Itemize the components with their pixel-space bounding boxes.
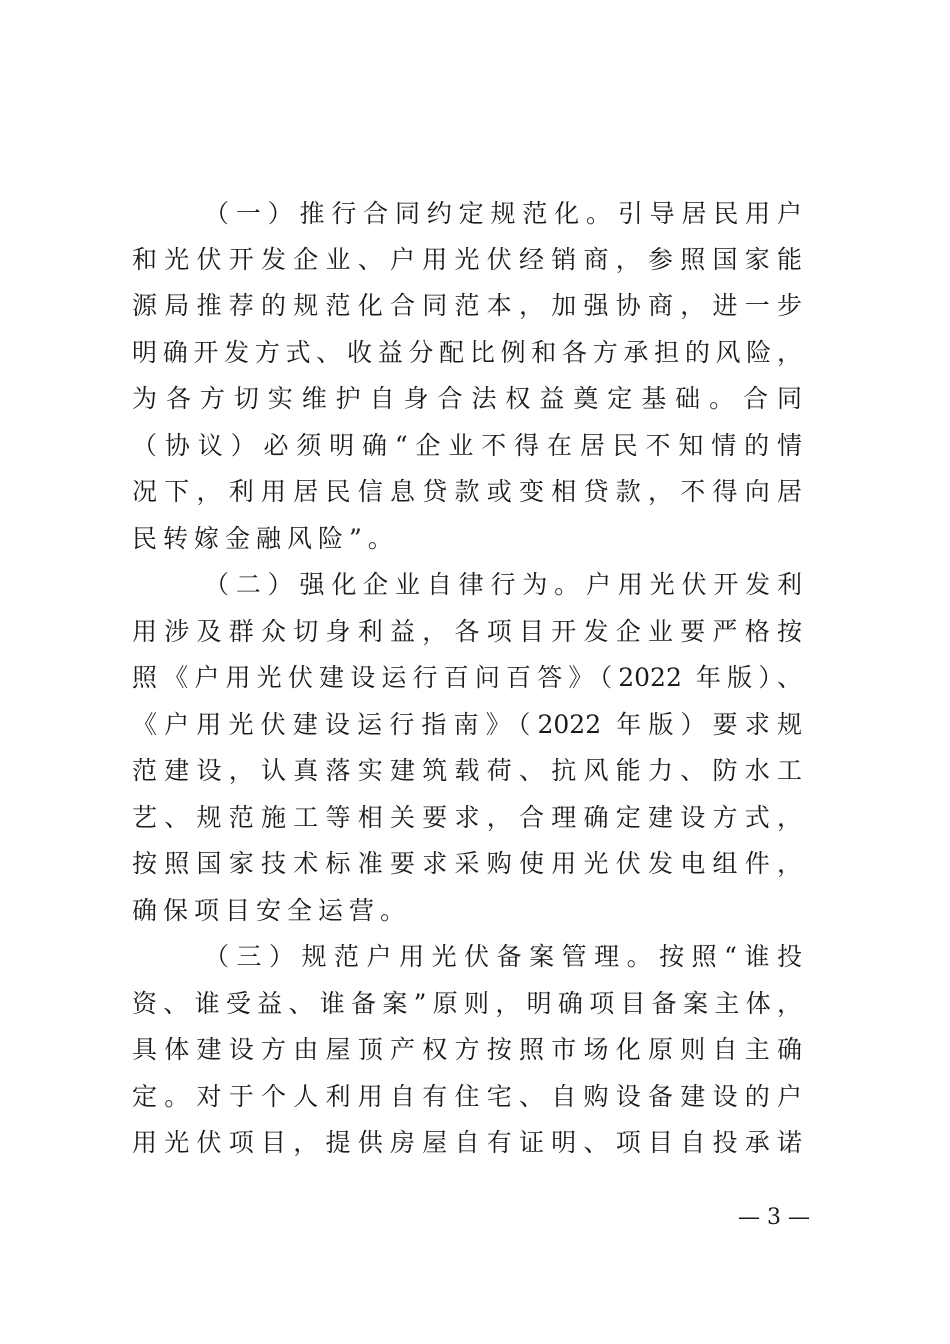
paragraph-3-line-2: 资、谁受益、谁备案”原则，明确项目备案主体， [132, 989, 802, 1018]
paragraph-2-line-4: 《户用光伏建设运行指南》（2022 年版）要求规 [132, 710, 802, 739]
paragraph-2-line-5: 范建设，认真落实建筑载荷、抗风能力、防水工 [132, 756, 802, 785]
paragraph-1-line-6: （协议）必须明确“企业不得在居民不知情的情 [132, 431, 802, 460]
paragraph-2-line-3: 照《户用光伏建设运行百问百答》（2022 年版）、 [132, 663, 802, 692]
paragraph-1-line-5: 为各方切实维护自身合法权益奠定基础。合同 [132, 384, 802, 413]
paragraph-2-line-1: （二）强化企业自律行为。户用光伏开发利 [204, 570, 802, 599]
paragraph-3-line-3: 具体建设方由屋顶产权方按照市场化原则自主确 [132, 1035, 802, 1064]
paragraph-1-line-1: （一）推行合同约定规范化。引导居民用户 [204, 199, 802, 228]
paragraph-1-line-4: 明确开发方式、收益分配比例和各方承担的风险， [132, 338, 802, 367]
paragraph-3-line-1: （三）规范户用光伏备案管理。按照“谁投 [204, 942, 802, 971]
paragraph-2-line-2: 用涉及群众切身利益，各项目开发企业要严格按 [132, 617, 802, 646]
paragraph-1-line-7: 况下，利用居民信息贷款或变相贷款，不得向居 [132, 477, 802, 506]
paragraph-2-line-6: 艺、规范施工等相关要求，合理确定建设方式， [132, 803, 802, 832]
paragraph-1-line-3: 源局推荐的规范化合同范本，加强协商，进一步 [132, 291, 802, 320]
paragraph-1-line-8: 民转嫁金融风险”。 [132, 524, 399, 553]
paragraph-3-line-4: 定。对于个人利用自有住宅、自购设备建设的户 [132, 1082, 802, 1111]
paragraph-2-line-8: 确保项目安全运营。 [132, 896, 412, 925]
paragraph-2-line-7: 按照国家技术标准要求采购使用光伏发电组件， [132, 849, 802, 878]
page-number: — 3 — [738, 1205, 810, 1230]
paragraph-3-line-5: 用光伏项目，提供房屋自有证明、项目自投承诺 [132, 1128, 802, 1157]
paragraph-1-line-2: 和光伏开发企业、户用光伏经销商，参照国家能 [132, 245, 802, 274]
